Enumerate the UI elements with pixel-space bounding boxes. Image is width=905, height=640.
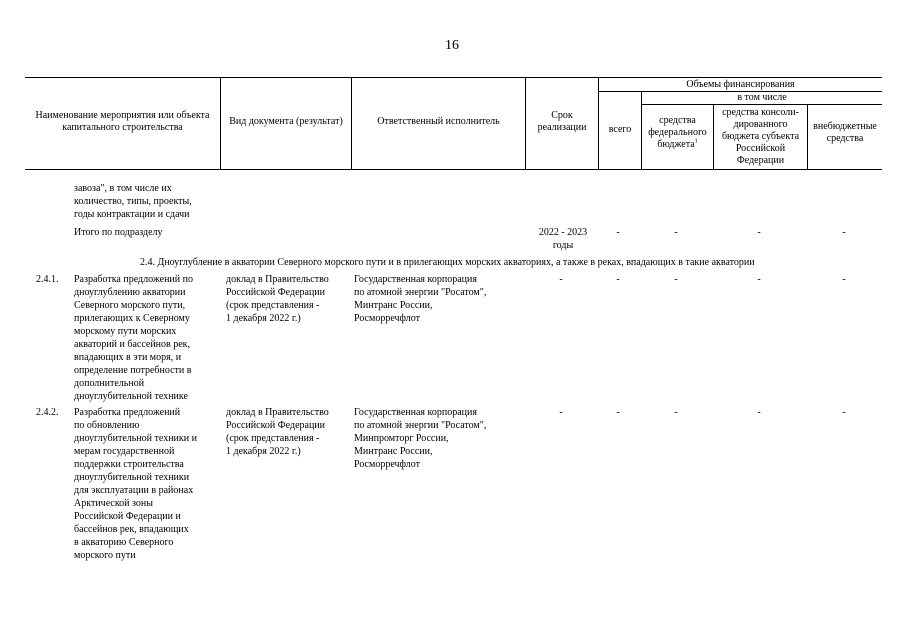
row-consolidated: - xyxy=(757,274,761,285)
section-title: 2.4. Дноуглубление в акватории Северного морского пути и в прилегающих морских акваториях, а также в реках, впадающих в такие акватории xyxy=(140,257,755,268)
header-executor: Ответственный исполнитель xyxy=(377,116,500,127)
row-federal: - xyxy=(674,407,678,418)
header-total: всего xyxy=(608,124,632,135)
row-extra: - xyxy=(842,407,846,418)
page-number: 16 xyxy=(445,38,459,53)
continuation-text: завоза", в том числе их количество, типы, проекты, годы контрактации и сдачи xyxy=(74,183,192,220)
row-total: - xyxy=(616,274,620,285)
header-name: Наименование мероприятия или объекта капитального строительства xyxy=(35,110,210,133)
header-federal-footnote: 1 xyxy=(694,138,698,145)
row-executor: Государственная корпорация по атомной энергии "Росатом", Минпромторг России, Минтранс России, Росморречфлот xyxy=(354,407,487,470)
row-document: доклад в Правительство Российской Федерации (срок представления - 1 декабря 2022 г.) xyxy=(226,407,329,457)
header-extra: внебюджетные средства xyxy=(813,120,877,144)
subtotal-label: Итого по подразделу xyxy=(74,227,163,238)
header-including: в том числе xyxy=(737,92,787,103)
row-name: Разработка предложений по обновлению дноуглубительной техники и мерам государственной поддержки строительства дноуглубительной техники для эксплуатации в районах Арктической зоны Российской Федерации и бассейнов рек, впадающих в акваторию Северного морского пути xyxy=(74,407,197,561)
header-financing: Объемы финансирования xyxy=(686,78,795,90)
row-number: 2.4.1. xyxy=(36,274,59,285)
header-consolidated: средства консоли-дированного бюджета субъекта Российской Федерации xyxy=(721,106,800,166)
subtotal-extra: - xyxy=(842,227,846,238)
row-consolidated: - xyxy=(757,407,761,418)
header-doc: Вид документа (результат) xyxy=(229,116,343,127)
row-number: 2.4.2. xyxy=(36,407,59,418)
row-name: Разработка предложений по дноуглублению акватории Северного морского пути, прилегающих к Северному морскому пути морских акваторий и бассейнов рек, впадающих в эти моря, и определение потребности в дополнительной дноуглубительной технике xyxy=(74,274,193,402)
subtotal-consolidated: - xyxy=(757,227,761,238)
subtotal-term: 2022 - 2023 годы xyxy=(538,227,588,251)
row-term: - xyxy=(559,274,563,285)
row-total: - xyxy=(616,407,620,418)
header-federal xyxy=(642,105,713,160)
row-federal: - xyxy=(674,274,678,285)
header-federal-label: средства федерального бюджета xyxy=(648,114,707,150)
subtotal-federal: - xyxy=(674,227,678,238)
row-executor: Государственная корпорация по атомной энергии "Росатом", Минтранс России, Росморречфлот xyxy=(354,274,487,324)
subtotal-total: - xyxy=(616,227,620,238)
row-document: доклад в Правительство Российской Федерации (срок представления - 1 декабря 2022 г.) xyxy=(226,274,329,324)
row-extra: - xyxy=(842,274,846,285)
row-term: - xyxy=(559,407,563,418)
header-term: Срок реализации xyxy=(537,110,587,133)
